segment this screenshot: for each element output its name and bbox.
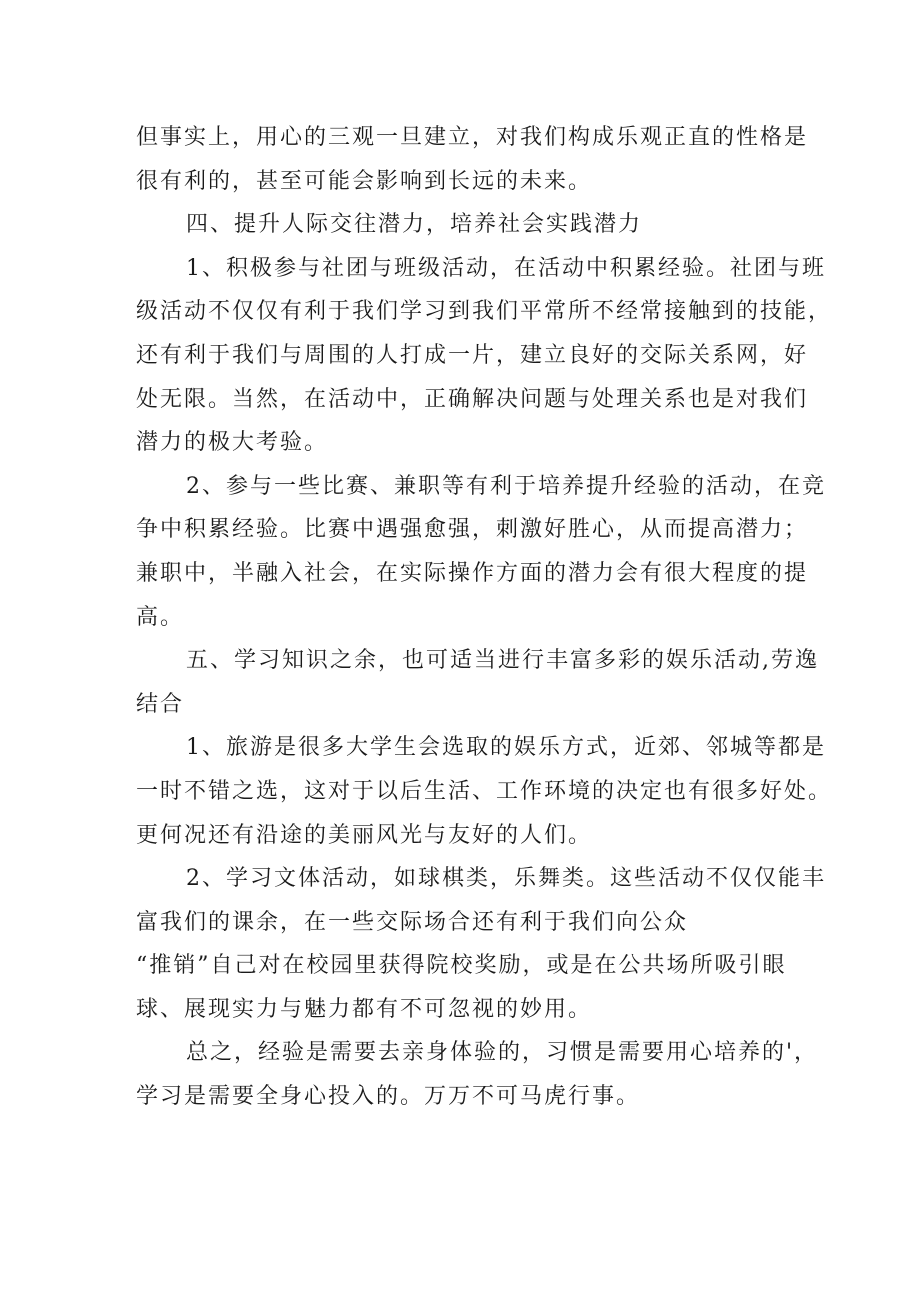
text-line: 争中积累经验。比赛中遇强愈强，刺激好胜心，从而提高潜力； <box>136 517 809 543</box>
text-line: “推销”自己对在校园里获得院校奖励，或是在公共场所吸引眼 <box>136 953 787 979</box>
text-line: 富我们的课余，在一些交际场合还有利于我们向公众 <box>136 909 689 935</box>
text-line: 高。 <box>136 604 185 630</box>
text-line: 但事实上，用心的三观一旦建立，对我们构成乐观正直的性格是 <box>136 125 809 150</box>
text-line: 级活动不仅仅有利于我们学习到我们平常所不经常接触到的技能， <box>136 299 833 325</box>
text-line: 很有利的，甚至可能会影响到长远的未来。 <box>136 168 593 194</box>
text-line: 结合 <box>136 691 185 717</box>
text-line: 还有利于我们与周围的人打成一片，建立良好的交际关系网，好 <box>136 342 809 368</box>
text-line: 一时不错之选，这对于以后生活、工作环境的决定也有很多好处。 <box>136 778 833 804</box>
text-line: 五、学习知识之余，也可适当进行丰富多彩的娱乐活动,劳逸 <box>186 648 819 674</box>
document-body <box>136 116 833 1119</box>
text-line: 1、旅游是很多大学生会选取的娱乐方式，近郊、邻城等都是 <box>186 735 826 761</box>
text-line: 1、积极参与社团与班级活动，在活动中积累经验。社团与班 <box>186 255 826 281</box>
text-line: 潜力的极大考验。 <box>136 430 329 456</box>
text-line: 总之，经验是需要去亲身体验的，习惯是需要用心培养的'， <box>186 1040 819 1066</box>
text-line: 2、参与一些比赛、兼职等有利于培养提升经验的活动，在竞 <box>186 473 826 499</box>
text-line: 更何况还有沿途的美丽风光与友好的人们。 <box>136 822 593 848</box>
text-line: 球、展现实力与魅力都有不可忽视的妙用。 <box>136 996 593 1022</box>
text-line: 学习是需要全身心投入的。万万不可马虎行事。 <box>136 1084 641 1110</box>
text-line: 处无限。当然，在活动中，正确解决问题与处理关系也是对我们 <box>136 386 809 412</box>
text-line: 四、提升人际交往潜力，培养社会实践潜力 <box>186 212 643 238</box>
text-line: 兼职中，半融入社会，在实际操作方面的潜力会有很大程度的提 <box>136 560 809 586</box>
text-line: 2、学习文体活动，如球棋类，乐舞类。这些活动不仅仅能丰 <box>186 866 826 892</box>
